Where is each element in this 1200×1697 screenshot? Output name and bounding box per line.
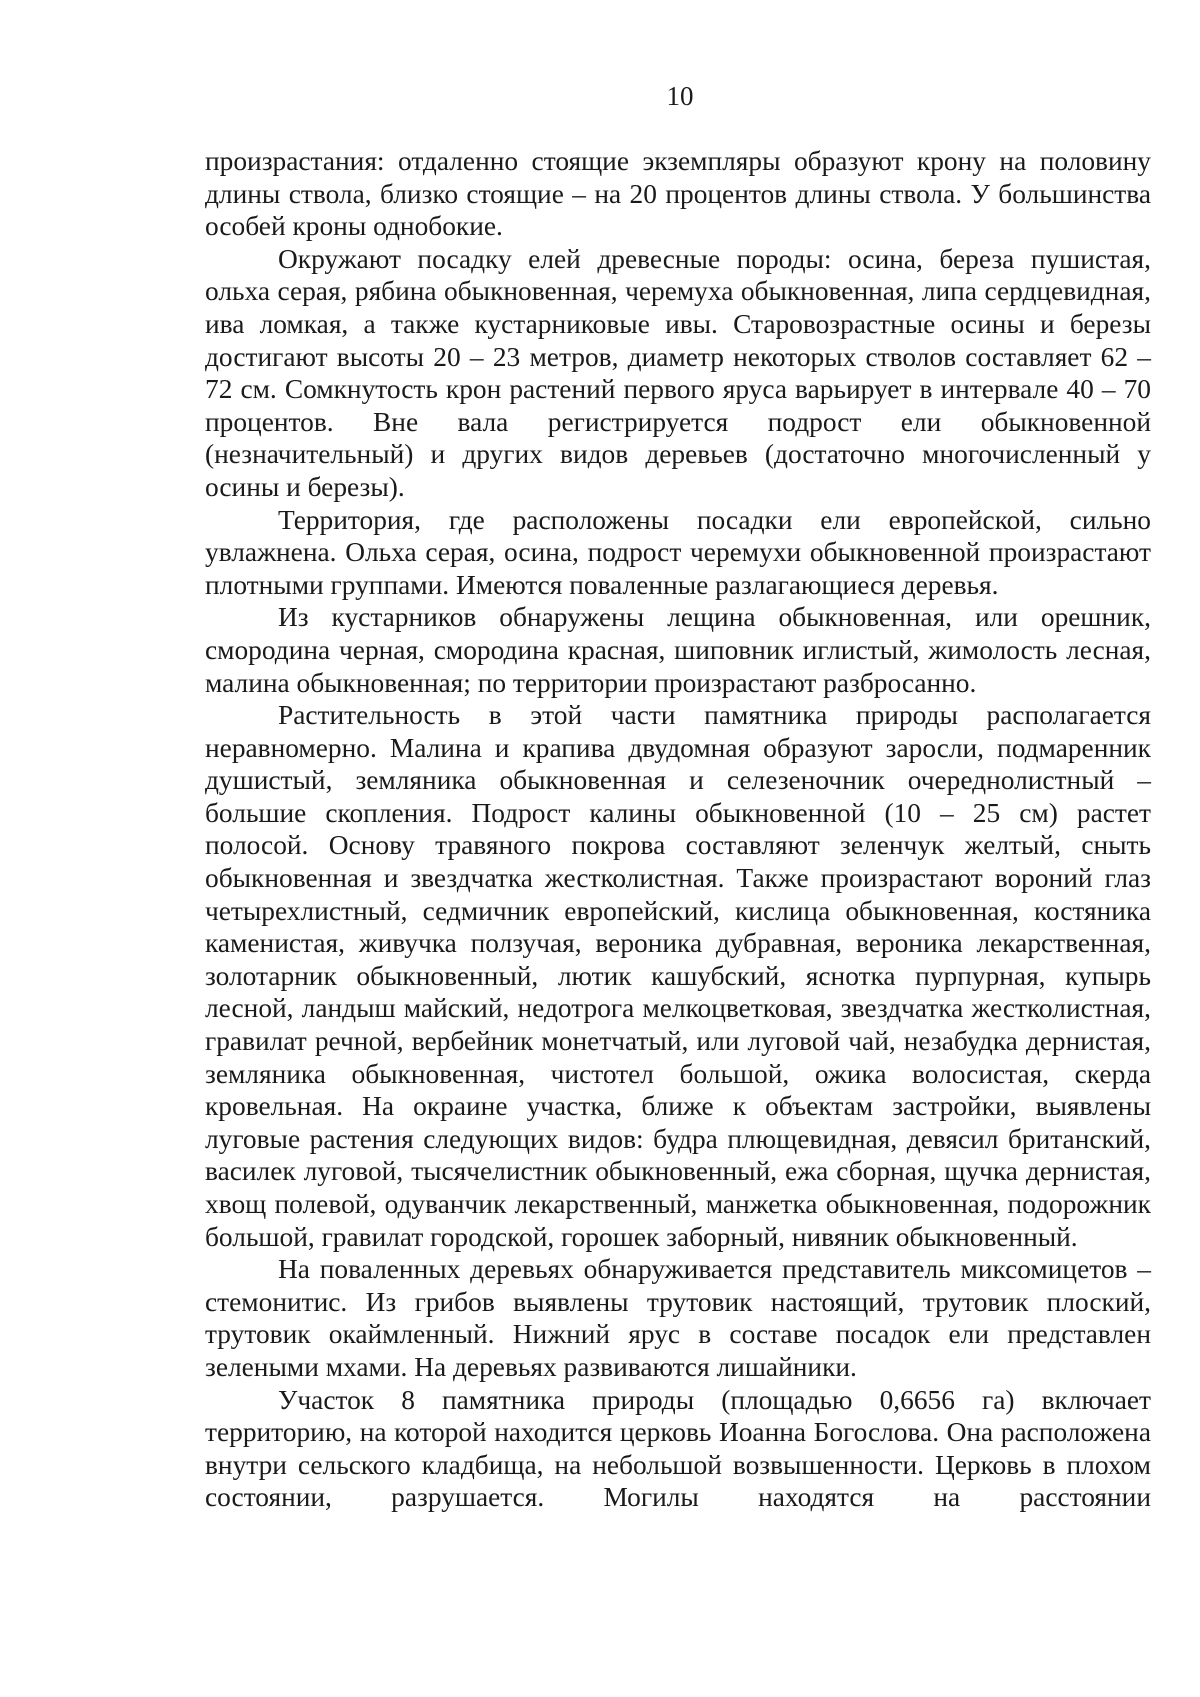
paragraph-tree-species: Окружают посадку елей древесные породы: осина, береза пушистая, ольха серая, рябина обыкновенная, черемуха обыкновенная, липа сердцевидная, ива ломкая, а также кустарниковые ивы. Старовозрастные осины и березы достигают высоты 20 – 23 метров, диаметр некоторых стволов составляет 62 – 72 см. Сомкнутость крон растений первого яруса варьирует в интервале 40 – 70 процентов. Вне вала регистрируется подрост ели обыкновенной (незначительный) и других видов деревьев (достаточно многочисленный у осины и березы). xyxy=(205,243,1151,502)
paragraph-site-8: Участок 8 памятника природы (площадью 0,6656 га) включает территорию, на которой находится церковь Иоанна Богослова. Она расположена внутри сельского кладбища, на небольшой возвышенности. Церковь в плохом состоянии, разрушается. Могилы находятся на расстоянии xyxy=(205,1384,1151,1513)
document-body xyxy=(205,145,1151,1514)
paragraph-vegetation: Растительность в этой части памятника природы располагается неравномерно. Малина и крапива двудомная образуют заросли, подмаренник душистый, земляника обыкновенная и селезеночник очереднолистный – большие скопления. Подрост калины обыкновенной (10 – 25 см) растет полосой. Основу травяного покрова составляют зеленчук желтый, сныть обыкновенная и звездчатка жестколистная. Также произрастают вороний глаз четырехлистный, седмичник европейский, кислица обыкновенная, костяника каменистая, живучка ползучая, вероника дубравная, вероника лекарственная, золотарник обыкновенный, лютик кашубский, яснотка пурпурная, купырь лесной, ландыш майский, недотрога мелкоцветковая, звездчатка жестколистная, гравилат речной, вербейник монетчатый, или луговой чай, незабудка дернистая, земляника обыкновенная, чистотел большой, ожика волосистая, скерда кровельная. На окраине участка, ближе к объектам застройки, выявлены луговые растения следующих видов: будра плющевидная, девясил британский, василек луговой, тысячелистник обыкновенный, ежа сборная, щучка дернистая, хвощ полевой, одуванчик лекарственный, манжетка обыкновенная, подорожник большой, гравилат городской, горошек заборный, нивяник обыкновенный. xyxy=(205,700,1151,1252)
paragraph-fungi: На поваленных деревьях обнаруживается представитель миксомицетов – стемонитис. Из грибов выявлены трутовик настоящий, трутовик плоский, трутовик окаймленный. Нижний ярус в составе посадок ели представлен зелеными мхами. На деревьях развиваются лишайники. xyxy=(205,1254,1151,1382)
paragraph-continuation: произрастания: отдаленно стоящие экземпляры образуют крону на половину длины ствола, близко стоящие – на 20 процентов длины ствола. У большинства особей кроны однобокие. xyxy=(205,146,1151,242)
paragraph-shrubs: Из кустарников обнаружены лещина обыкновенная, или орешник, смородина черная, смородина красная, шиповник иглистый, жимолость лесная, малина обыкновенная; по территории произрастают разбросанно. xyxy=(205,602,1151,698)
paragraph-territory: Территория, где расположены посадки ели европейской, сильно увлажнена. Ольха серая, осина, подрост черемухи обыкновенной произрастают плотными группами. Имеются поваленные разлагающиеся деревья. xyxy=(205,504,1151,600)
page-number: 10 xyxy=(666,81,694,111)
